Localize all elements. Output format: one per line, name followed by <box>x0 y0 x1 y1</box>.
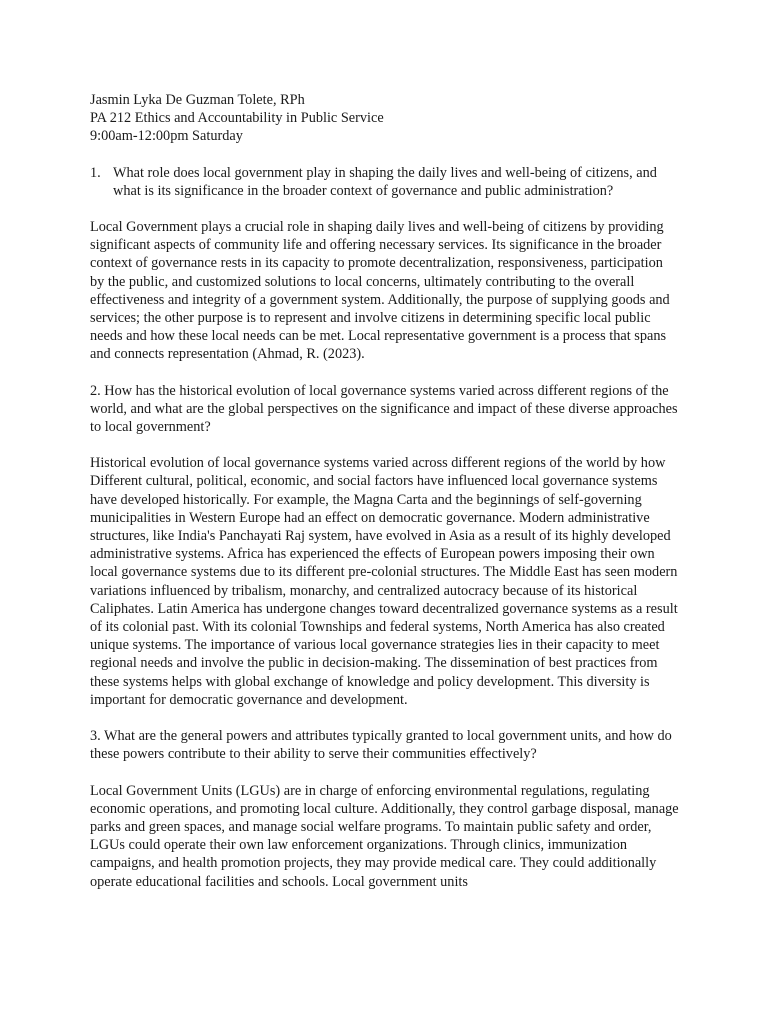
answer-2: Historical evolution of local governance systems varied across different regions of the world by how Different cultural, political, economic, and social factors have influenced local governance systems have developed historically. For example, the Magna Carta and the beginnings of self-governing municipalities in Western Europe had an effect on democratic governance. Modern administrative structures, like India's Panchayati Raj system, have evolved in Asia as a result of its highly developed administrative systems. Africa has experienced the effects of European powers imposing their own local governance systems due to its different pre-colonial structures. The Middle East has seen modern variations influenced by tribalism, monarchy, and centralized autocracy because of its historical Caliphates. Latin America has undergone changes toward decentralized governance systems as a result of its colonial past. With its colonial Townships and federal systems, North America has also created unique systems. The importance of various local governance strategies lies in their capacity to meet regional needs and involve the public in decision-making. The dissemination of best practices from these systems helps with global exchange of knowledge and policy development. This diversity is important for democratic governance and development. <box>90 455 678 708</box>
author-name: Jasmin Lyka De Guzman Tolete, RPh <box>90 92 305 108</box>
course-title: PA 212 Ethics and Accountability in Public Service <box>90 110 384 127</box>
question-2: 2. How has the historical evolution of local governance systems varied across different regions of the world, and what are the global perspectives on the significance and impact of these diverse approaches to local government? <box>90 382 678 436</box>
question-3: 3. What are the general powers and attributes typically granted to local government units, and how do these powers contribute to their ability to serve their communities effectively? <box>90 728 672 763</box>
answer-3: Local Government Units (LGUs) are in charge of enforcing environmental regulations, regulating economic operations, and promoting local culture. Additionally, they control garbage disposal, manage parks and green spaces, and manage social welfare programs. To maintain public safety and order, LGUs could operate their own law enforcement organizations. Through clinics, immunization campaigns, and health promotion projects, they may provide medical care. They could additionally operate educational facilities and schools. Local government units <box>90 782 679 890</box>
class-schedule: 9:00am-12:00pm Saturday <box>90 128 243 145</box>
answer-1: Local Government plays a crucial role in shaping daily lives and well-being of citizens by providing significant aspects of community life and offering necessary services. Its significance in the broader context of governance rests in its capacity to promote decentralization, responsiveness, participation by the public, and customized solutions to local concerns, ultimately contributing to the overall effectiveness and integrity of a government system. Additionally, the purpose of supplying goods and services; the other purpose is to represent and involve citizens in determining specific local public needs and how these local needs can be met. Local representative government is a process that spans and connects representation (Ahmad, R. (2023). <box>90 219 670 363</box>
question-1 <box>90 164 680 200</box>
question-1-text: What role does local government play in shaping the daily lives and well-being of citizens, and what is its significance in the broader context of governance and public administration? <box>113 164 657 199</box>
document-page <box>90 91 680 891</box>
question-1-number: 1. <box>90 164 101 181</box>
